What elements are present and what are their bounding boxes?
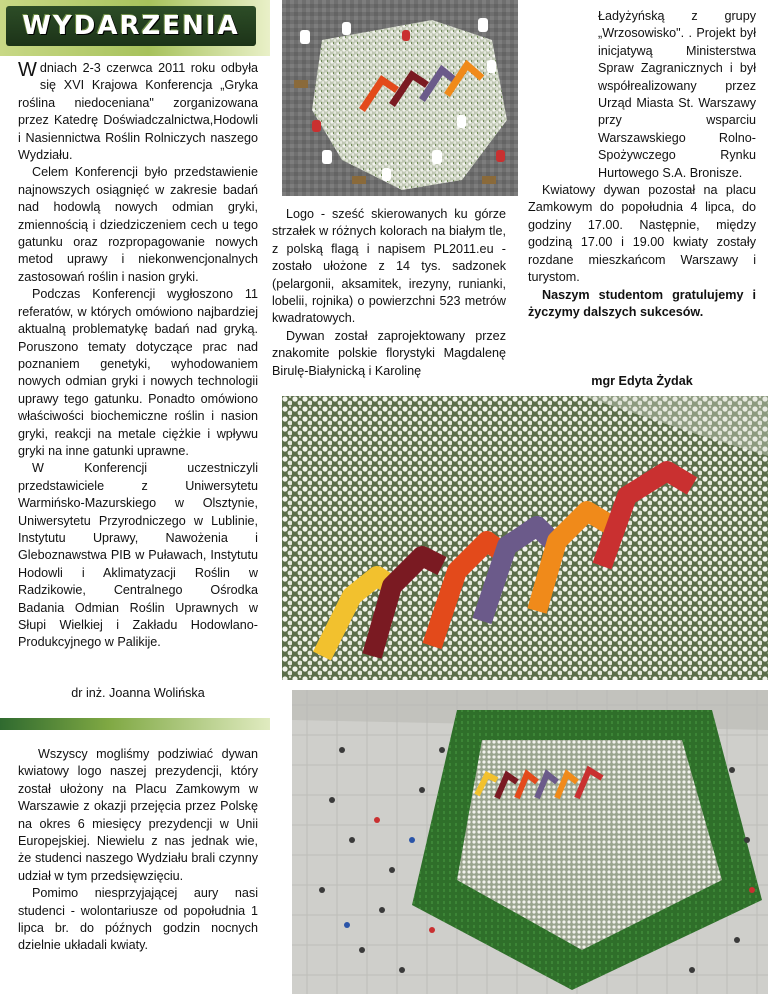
article-paragraph: W Konferencji uczestniczyli przedstawiciele z Uniwersytetu Warmińsko-Mazurskiego w Olsztynie, Uniwersytetu Przyrodniczego w Lublinie, Instytutu Uprawy, Nawożenia i Gleboznawstwa PIB w Puławach, Instytutu Hodowli i Aklimatyzacji Roślin w Radzikowie, Centralnego Ośrodka Badania Odmian Roślin Uprawnych w Słupi Wielkiej i Zakładu Hodowlano-Produkcyjnego w Palikije. bbox=[18, 461, 258, 650]
photo-carpet-assembly bbox=[282, 0, 518, 196]
photo-carpet-closeup bbox=[282, 396, 768, 680]
article-paragraph: Dywan został zaprojektowany przez znakomite polskie florystyki Magdalenę Birulę-Białynicką i Karolinę bbox=[272, 328, 506, 378]
article-paragraph: Kwiatowy dywan pozostał na placu Zamkowym do popołudnia 4 lipca, do godziny 17.00. Następnie, między godziną 17.00 i 19.00 kwiaty zostały rozdane mieszkańcom Warszawy i turystom. bbox=[528, 183, 756, 285]
author-signature: dr inż. Joanna Wolińska bbox=[71, 686, 205, 700]
congratulations-text: Naszym studentom gratulujemy i życzymy dalszych sukcesów. bbox=[528, 287, 756, 319]
photo-carpet-aerial bbox=[292, 690, 768, 994]
section-divider bbox=[0, 718, 270, 730]
drop-cap: W bbox=[18, 59, 37, 81]
article-paragraph: Ładyżyńską z grupy „Wrzosowisko". . Projekt był inicjatywą Ministerstwa Spraw Zagranicznych i był współrealizowany przez Urząd Miasta St. Warszawy przy wsparciu Warszawskiego Rolno-Spożywczego Rynku Hurtowego S.A. Bronisze. bbox=[598, 9, 756, 180]
section-header bbox=[6, 6, 256, 46]
article-paragraph: Wszyscy mogliśmy podziwiać dywan kwiatowy logo naszej prezydencji, który został ułożony na Placu Zamkowym w Warszawie z okazji przejęcia przez Polskę na okres 6 miesięcy prezydencji w Unii Europejskiej. Niewielu z nas jednak wie, że studenci naszego Wydziału brali czynny udział w tym przedsięwzięciu. bbox=[18, 747, 258, 883]
author-signature: mgr Edyta Żydak bbox=[591, 374, 693, 388]
article-paragraph: Podczas Konferencji wygłoszono 11 referatów, w których omówiono najbardziej aktualną problematykę badań nad gryką. Poruszono tematy dotyczące prac nad poznaniem genetyki, wyhodowaniem nowych odmian gryki i nowych technologii uprawy tego gatunku. Ponadto omówiono właściwości biochemiczne roślin i nasion gryki, reakcji na metale ciężkie i wpływu gryki na inne gatunki uprawne. bbox=[18, 287, 258, 458]
article-logo-description bbox=[272, 206, 506, 380]
article-paragraph: Wdniach 2-3 czerwca 2011 roku odbyła się XVI Krajowa Konferencja „Gryka roślina niedoceniana" zorganizowana przez Katedrę Doświadczalnictwa,Hodowli i Nasiennictwa Roślin Rolniczych naszego Wydziału. bbox=[18, 59, 258, 163]
article-paragraph: Pomimo niesprzyjającej aury nasi studenci - wolontariusze od popołudnia 1 lipca br. do późnych godzin nocnych dzielnie układali kwiaty. bbox=[18, 886, 258, 953]
article-paragraph: Celem Konferencji było przedstawienie najnowszych osiągnięć w zakresie badań nad hodowlą nowych odmian gryki, zmiennością i dziedziczeniem cech u tego gatunku oraz rozpropagowanie nowych metod uprawy i niekonwencjonalnych zastosowań roślin i nasion gryki. bbox=[18, 165, 258, 284]
article-continuation bbox=[528, 8, 756, 321]
article-conference bbox=[18, 60, 258, 652]
section-title: WYDARZENIA bbox=[22, 11, 240, 41]
article-paragraph: Logo - sześć skierowanych ku górze strzałek w różnych kolorach na białym tle, z polską flagą i napisem PL2011.eu - zostało ułożone z 14 tys. sadzonek (pelargonii, aksamitek, irezyny, runianki, lobelii, rojnika) o powierzchni 523 metrów kwadratowych. bbox=[272, 207, 506, 326]
article-flower-carpet bbox=[18, 746, 258, 955]
